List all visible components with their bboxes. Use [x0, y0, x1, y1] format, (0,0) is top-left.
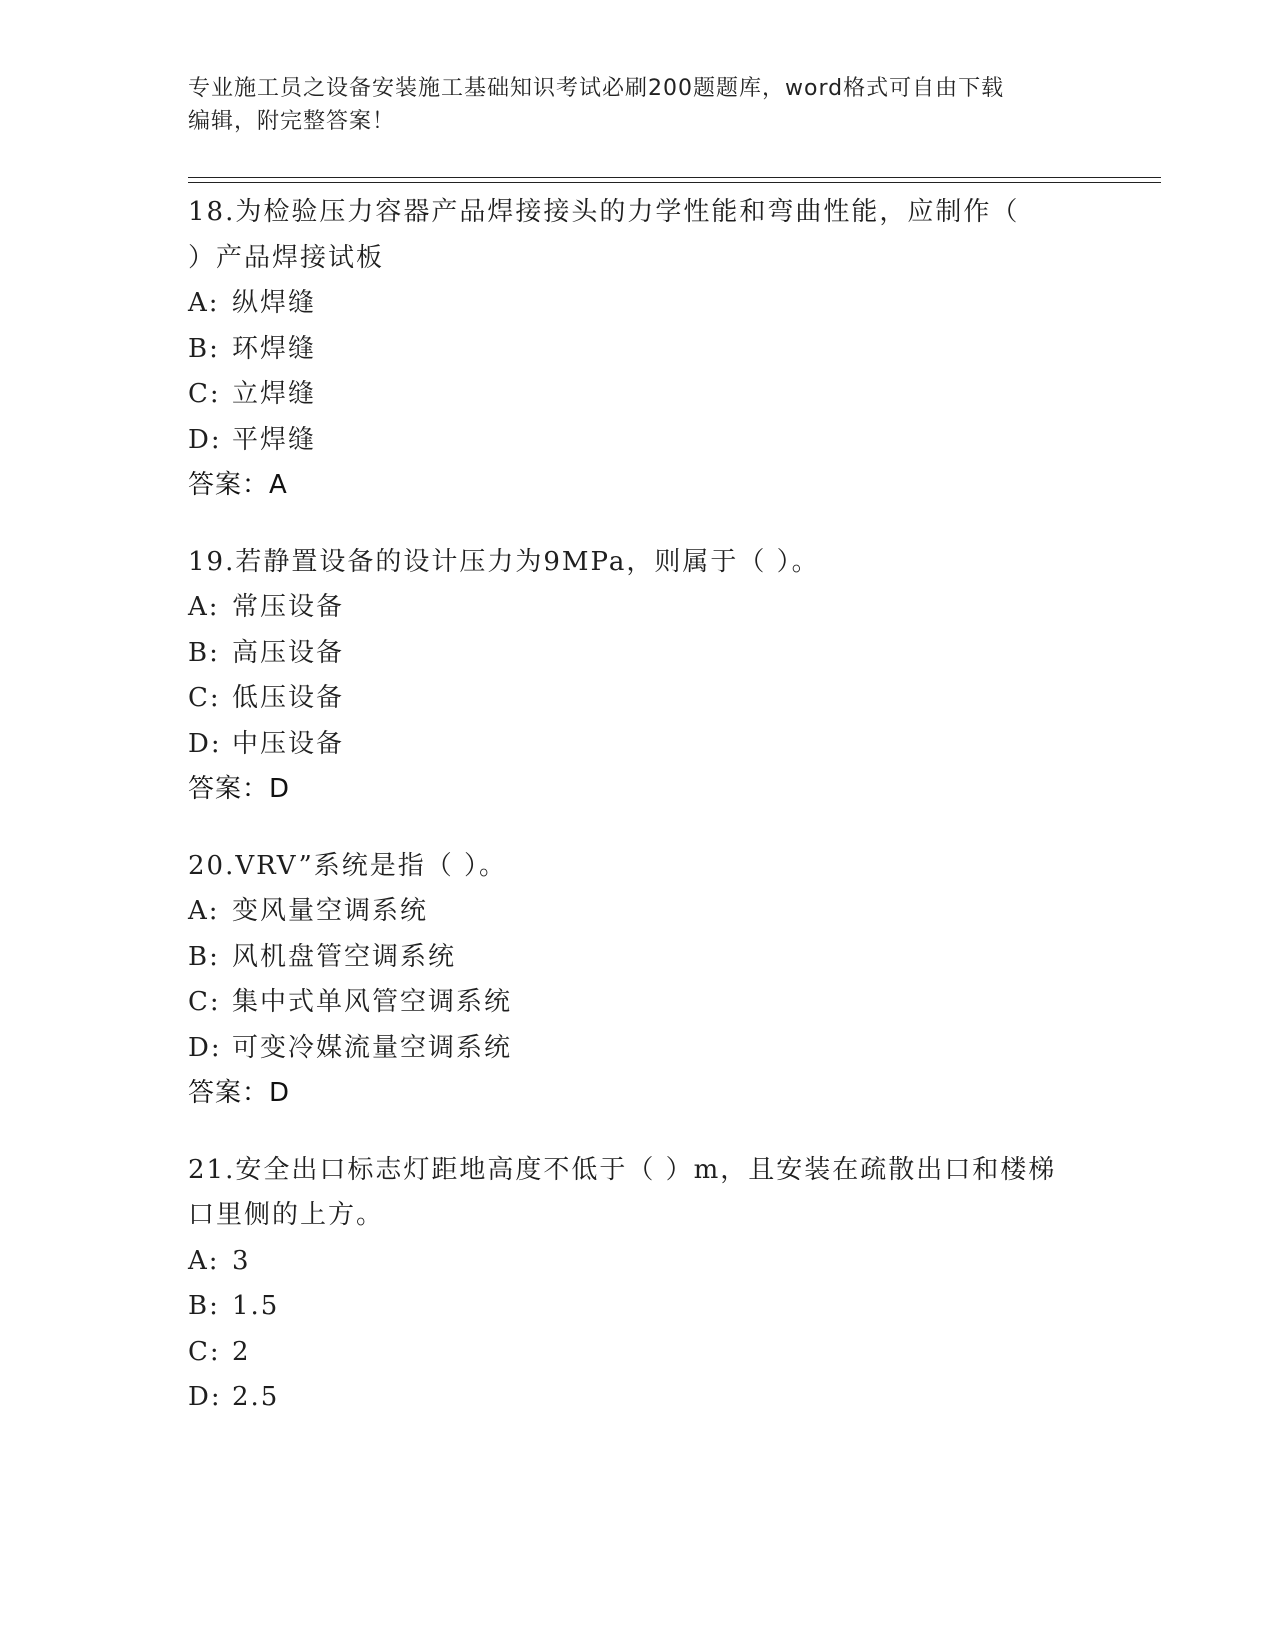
option-d: [188, 418, 1088, 464]
option-text: 环焊缝: [232, 333, 317, 364]
option-c: [188, 1330, 1088, 1376]
option-b: [188, 631, 1088, 677]
question-text-line: 18.为检验压力容器产品焊接接头的力学性能和弯曲性能，应制作（: [188, 197, 1020, 227]
option-b: [188, 935, 1088, 981]
option-c: [188, 372, 1088, 418]
option-letter: D:: [188, 424, 222, 455]
header-divider-top: [188, 177, 1161, 178]
option-letter: D:: [188, 1032, 222, 1063]
option-letter: A:: [188, 896, 220, 926]
option-letter: C:: [188, 683, 221, 713]
option-c: [188, 980, 1088, 1026]
option-letter: B:: [188, 1291, 220, 1321]
option-d: [188, 1026, 1088, 1072]
option-text: 低压设备: [232, 683, 345, 713]
question-19: [188, 540, 1088, 813]
option-text: 平焊缝: [232, 424, 317, 455]
option-text: 中压设备: [232, 728, 345, 759]
question-list: [188, 190, 1088, 1452]
option-a: [188, 281, 1088, 327]
option-a: [188, 1239, 1088, 1285]
option-text: 立焊缝: [232, 379, 317, 409]
answer-line: 答案：D: [188, 1078, 291, 1108]
option-letter: B:: [188, 637, 220, 668]
option-letter: B:: [188, 333, 220, 364]
question-text-line: 20.VRV”系统是指（ ）。: [188, 850, 508, 881]
header-line-1: 专业施工员之设备安装施工基础知识考试必刷200题题库，word格式可自由下载: [188, 76, 1005, 101]
question-text-line: 19.若静置设备的设计压力为9MPa，则属于（ ）。: [188, 546, 820, 577]
answer-line: 答案：A: [188, 470, 288, 500]
option-text: 高压设备: [232, 637, 345, 668]
option-text: 集中式单风管空调系统: [232, 987, 513, 1017]
option-b: [188, 327, 1088, 373]
option-letter: C:: [188, 987, 221, 1017]
option-text: 3: [232, 1245, 251, 1276]
header-line-2: 编辑，附完整答案！: [188, 109, 396, 134]
answer-line: 答案：D: [188, 774, 291, 804]
question-20: [188, 844, 1088, 1117]
option-text: 常压设备: [232, 592, 345, 622]
option-letter: A:: [188, 288, 220, 318]
question-18: [188, 190, 1088, 509]
option-d: [188, 1375, 1088, 1421]
question-text-line: ）产品焊接试板: [188, 242, 385, 273]
header-divider-bottom: [188, 182, 1161, 183]
question-text-line: 21.安全出口标志灯距地高度不低于（ ）m，且安装在疏散出口和楼梯: [188, 1154, 1057, 1185]
question-21: [188, 1148, 1088, 1421]
option-text: 风机盘管空调系统: [232, 941, 457, 972]
option-letter: A:: [188, 592, 220, 622]
option-letter: C:: [188, 1336, 221, 1367]
option-letter: D:: [188, 1382, 222, 1412]
option-b: [188, 1284, 1088, 1330]
option-a: [188, 889, 1088, 935]
option-letter: A:: [188, 1245, 220, 1276]
option-text: 2: [232, 1336, 251, 1367]
option-text: 纵焊缝: [232, 288, 317, 318]
option-text: 1.5: [232, 1291, 280, 1321]
option-text: 变风量空调系统: [232, 896, 429, 926]
option-letter: C:: [188, 379, 221, 409]
option-text: 2.5: [232, 1382, 280, 1412]
option-d: [188, 722, 1088, 768]
option-letter: D:: [188, 728, 222, 759]
option-c: [188, 676, 1088, 722]
document-header: [188, 72, 1088, 138]
option-text: 可变冷媒流量空调系统: [232, 1032, 513, 1063]
option-letter: B:: [188, 941, 220, 972]
question-text-line: 口里侧的上方。: [188, 1200, 385, 1230]
option-a: [188, 585, 1088, 631]
